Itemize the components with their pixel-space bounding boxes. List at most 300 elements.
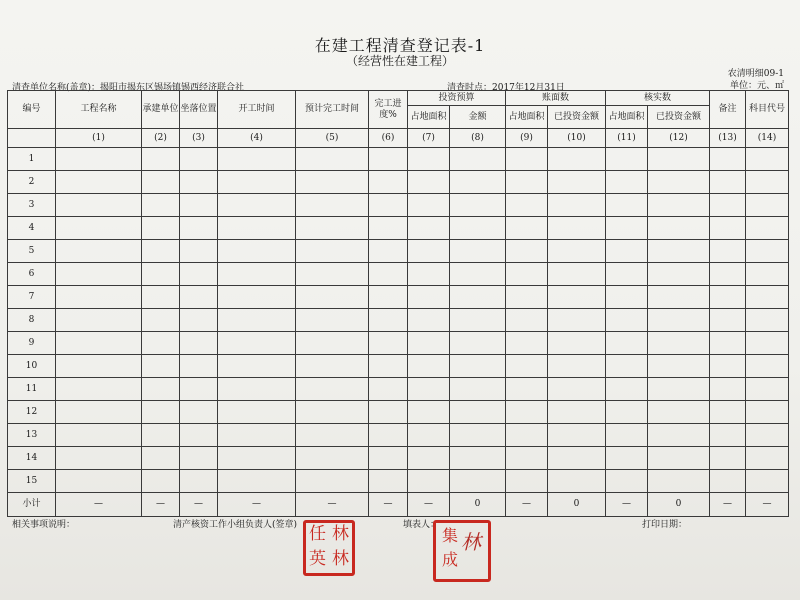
table-cell[interactable]	[296, 263, 369, 286]
table-cell[interactable]	[296, 447, 369, 470]
table-cell[interactable]	[296, 240, 369, 263]
table-cell[interactable]	[606, 217, 648, 240]
total-cell: —	[142, 493, 180, 517]
table-cell[interactable]	[606, 378, 648, 401]
table-cell[interactable]	[218, 286, 296, 309]
table-cell[interactable]	[746, 217, 789, 240]
table-cell[interactable]	[56, 332, 142, 355]
table-cell[interactable]	[648, 424, 710, 447]
table-cell[interactable]	[710, 424, 746, 447]
table-cell[interactable]	[218, 217, 296, 240]
row-number: 4	[8, 217, 56, 240]
table-cell[interactable]	[408, 470, 450, 493]
table-cell[interactable]	[296, 470, 369, 493]
seal1-char-2: 林	[332, 524, 349, 544]
table-cell[interactable]	[56, 263, 142, 286]
table-cell[interactable]	[450, 286, 506, 309]
table-cell[interactable]	[506, 401, 548, 424]
col-subject-code: 科目代号	[746, 91, 789, 129]
table-row	[8, 470, 789, 493]
table-cell[interactable]	[450, 148, 506, 171]
table-cell[interactable]	[710, 194, 746, 217]
table-cell[interactable]	[369, 171, 408, 194]
table-cell[interactable]	[450, 263, 506, 286]
table-cell[interactable]	[648, 401, 710, 424]
table-cell[interactable]	[218, 171, 296, 194]
table-cell[interactable]	[506, 332, 548, 355]
seal2-char-2: 成	[442, 550, 459, 569]
table-cell[interactable]	[746, 148, 789, 171]
table-cell[interactable]	[180, 332, 218, 355]
table-cell[interactable]	[408, 286, 450, 309]
table-cell[interactable]	[369, 401, 408, 424]
table-cell[interactable]	[710, 378, 746, 401]
table-cell[interactable]	[142, 332, 180, 355]
table-cell[interactable]	[180, 447, 218, 470]
table-cell[interactable]	[506, 447, 548, 470]
total-cell: —	[56, 493, 142, 517]
seal1-char-4: 林	[332, 549, 349, 569]
table-cell[interactable]	[450, 171, 506, 194]
table-cell[interactable]	[408, 217, 450, 240]
table-cell[interactable]	[548, 194, 606, 217]
table-cell[interactable]	[710, 171, 746, 194]
col-end: 预计完工时间	[296, 91, 369, 129]
table-cell[interactable]	[142, 286, 180, 309]
row-number: 10	[8, 355, 56, 378]
table-cell[interactable]	[56, 378, 142, 401]
table-cell[interactable]	[180, 286, 218, 309]
table-cell[interactable]	[56, 424, 142, 447]
table-row	[8, 171, 789, 194]
total-cell: —	[746, 493, 789, 517]
table-row	[8, 332, 789, 355]
col-budget-amount: 金额	[450, 106, 506, 129]
table-cell[interactable]	[710, 148, 746, 171]
table-cell[interactable]	[369, 286, 408, 309]
col-name: 工程名称	[56, 91, 142, 129]
column-index-cell: (7)	[408, 129, 450, 148]
table-cell[interactable]	[218, 447, 296, 470]
table-cell[interactable]	[180, 171, 218, 194]
column-index-row	[8, 129, 789, 148]
table-cell[interactable]	[408, 148, 450, 171]
table-cell[interactable]	[369, 378, 408, 401]
row-number: 5	[8, 240, 56, 263]
unit-label: 单位：元、㎡	[729, 81, 784, 91]
table-cell[interactable]	[648, 378, 710, 401]
table-cell[interactable]	[369, 263, 408, 286]
table-cell[interactable]	[408, 240, 450, 263]
table-cell[interactable]	[710, 263, 746, 286]
row-number: 13	[8, 424, 56, 447]
total-cell: —	[506, 493, 548, 517]
table-cell[interactable]	[218, 263, 296, 286]
column-index-cell: (3)	[180, 129, 218, 148]
row-number: 2	[8, 171, 56, 194]
table-cell[interactable]	[450, 309, 506, 332]
table-cell[interactable]	[746, 332, 789, 355]
table-cell[interactable]	[142, 263, 180, 286]
table-cell[interactable]	[648, 286, 710, 309]
table-cell[interactable]	[450, 401, 506, 424]
table-cell[interactable]	[648, 355, 710, 378]
table-row	[8, 263, 789, 286]
table-row	[8, 378, 789, 401]
col-contractor: 承建单位	[142, 91, 180, 129]
table-cell[interactable]	[710, 309, 746, 332]
table-cell[interactable]	[606, 263, 648, 286]
table-cell[interactable]	[548, 355, 606, 378]
table-cell[interactable]	[648, 148, 710, 171]
table-cell[interactable]	[142, 171, 180, 194]
col-remark: 备注	[710, 91, 746, 129]
column-index-cell: (1)	[56, 129, 142, 148]
table-cell[interactable]	[548, 263, 606, 286]
table-row	[8, 240, 789, 263]
table-cell[interactable]	[606, 309, 648, 332]
table-cell[interactable]	[218, 424, 296, 447]
print-date-label: 打印日期：	[642, 520, 688, 530]
table-cell[interactable]	[606, 470, 648, 493]
table-cell[interactable]	[746, 447, 789, 470]
table-cell[interactable]	[218, 470, 296, 493]
table-cell[interactable]	[369, 355, 408, 378]
table-cell[interactable]	[606, 332, 648, 355]
table-cell[interactable]	[408, 424, 450, 447]
col-budget-area: 占地面积	[408, 106, 450, 129]
col-location: 坐落位置	[180, 91, 218, 129]
table-cell[interactable]	[218, 401, 296, 424]
total-row	[8, 493, 789, 517]
table-cell[interactable]	[606, 286, 648, 309]
table-cell[interactable]	[548, 240, 606, 263]
table-cell[interactable]	[142, 148, 180, 171]
seal1-char-1: 任	[309, 524, 326, 544]
table-cell[interactable]	[180, 240, 218, 263]
row-number: 9	[8, 332, 56, 355]
table-cell[interactable]	[56, 447, 142, 470]
total-cell: —	[710, 493, 746, 517]
table-cell[interactable]	[648, 217, 710, 240]
form-code: 农清明细09-1	[727, 69, 784, 79]
column-index-cell: (11)	[606, 129, 648, 148]
table-cell[interactable]	[180, 470, 218, 493]
table-cell[interactable]	[506, 194, 548, 217]
table-cell[interactable]	[369, 148, 408, 171]
table-cell[interactable]	[648, 194, 710, 217]
table-row	[8, 217, 789, 240]
table-cell[interactable]	[369, 309, 408, 332]
table-cell[interactable]	[606, 171, 648, 194]
table-cell[interactable]	[710, 447, 746, 470]
column-index-cell: (13)	[710, 129, 746, 148]
filler-label: 填表人：	[403, 520, 440, 530]
table-cell[interactable]	[142, 217, 180, 240]
table-cell[interactable]	[506, 217, 548, 240]
table-cell[interactable]	[56, 194, 142, 217]
table-cell[interactable]	[506, 148, 548, 171]
table-cell[interactable]	[218, 332, 296, 355]
col-start: 开工时间	[218, 91, 296, 129]
table-cell[interactable]	[296, 309, 369, 332]
col-progress: 完工进度%	[369, 91, 408, 129]
table-cell[interactable]	[548, 378, 606, 401]
table-cell[interactable]	[506, 378, 548, 401]
table-cell[interactable]	[606, 194, 648, 217]
table-cell[interactable]	[548, 148, 606, 171]
col-no: 编号	[8, 91, 56, 129]
table-cell[interactable]	[180, 401, 218, 424]
table-cell[interactable]	[450, 332, 506, 355]
row-number: 7	[8, 286, 56, 309]
table-cell[interactable]	[142, 309, 180, 332]
table-cell[interactable]	[369, 470, 408, 493]
table-cell[interactable]	[450, 194, 506, 217]
table-cell[interactable]	[180, 424, 218, 447]
table-cell[interactable]	[56, 470, 142, 493]
table-cell[interactable]	[369, 240, 408, 263]
table-row	[8, 424, 789, 447]
table-cell[interactable]	[408, 401, 450, 424]
row-number: 15	[8, 470, 56, 493]
table-cell[interactable]	[369, 424, 408, 447]
table-cell[interactable]	[606, 148, 648, 171]
handwritten-signature: 林	[461, 530, 481, 554]
col-book-group: 账面数	[506, 91, 606, 106]
column-index-cell: (5)	[296, 129, 369, 148]
table-cell[interactable]	[142, 355, 180, 378]
table-cell[interactable]	[746, 309, 789, 332]
header-row-1	[8, 91, 789, 106]
total-cell: —	[218, 493, 296, 517]
table-cell[interactable]	[218, 378, 296, 401]
table-cell[interactable]	[606, 447, 648, 470]
table-cell[interactable]	[606, 424, 648, 447]
table-cell[interactable]	[450, 355, 506, 378]
table-cell[interactable]	[710, 217, 746, 240]
table-cell[interactable]	[296, 171, 369, 194]
table-cell[interactable]	[710, 355, 746, 378]
column-index-cell: (6)	[369, 129, 408, 148]
table-cell[interactable]	[548, 171, 606, 194]
row-number: 1	[8, 148, 56, 171]
org-label: 清查单位名称(盖章)：揭阳市揭东区锡场镇锡西经济联合社	[12, 83, 245, 93]
table-cell[interactable]	[369, 217, 408, 240]
row-number: 12	[8, 401, 56, 424]
table-cell[interactable]	[142, 240, 180, 263]
table-cell[interactable]	[142, 470, 180, 493]
table-cell[interactable]	[606, 240, 648, 263]
table-cell[interactable]	[710, 470, 746, 493]
col-book-area: 占地面积	[506, 106, 548, 129]
column-index-cell: (14)	[746, 129, 789, 148]
table-cell[interactable]	[296, 332, 369, 355]
table-cell[interactable]	[408, 355, 450, 378]
total-cell: —	[369, 493, 408, 517]
table-cell[interactable]	[56, 286, 142, 309]
table-cell[interactable]	[142, 447, 180, 470]
table-cell[interactable]	[710, 401, 746, 424]
notes-label: 相关事项说明：	[12, 520, 76, 530]
table-row	[8, 309, 789, 332]
table-cell[interactable]	[710, 240, 746, 263]
row-number: 6	[8, 263, 56, 286]
table-cell[interactable]	[218, 148, 296, 171]
table-cell[interactable]	[450, 424, 506, 447]
table-cell[interactable]	[506, 470, 548, 493]
table-row	[8, 447, 789, 470]
table-cell[interactable]	[56, 171, 142, 194]
total-cell: 0	[450, 493, 506, 517]
leader-label: 清产核资工作小组负责人(签章)	[173, 520, 298, 530]
table-cell[interactable]	[369, 194, 408, 217]
column-index-cell: (9)	[506, 129, 548, 148]
table-cell[interactable]	[648, 447, 710, 470]
table-cell[interactable]	[180, 194, 218, 217]
table-cell[interactable]	[142, 424, 180, 447]
row-number: 3	[8, 194, 56, 217]
table-cell[interactable]	[56, 401, 142, 424]
column-index-cell: (8)	[450, 129, 506, 148]
table-cell[interactable]	[218, 355, 296, 378]
table-cell[interactable]	[548, 424, 606, 447]
table-cell[interactable]	[296, 217, 369, 240]
table-cell[interactable]	[296, 286, 369, 309]
table-cell[interactable]	[548, 286, 606, 309]
table-cell[interactable]	[506, 286, 548, 309]
table-cell[interactable]	[408, 309, 450, 332]
table-cell[interactable]	[56, 217, 142, 240]
table-cell[interactable]	[746, 171, 789, 194]
total-cell: —	[606, 493, 648, 517]
table-cell[interactable]	[180, 217, 218, 240]
col-verify-invested: 已投资金额	[648, 106, 710, 129]
table-cell[interactable]	[648, 332, 710, 355]
table-cell[interactable]	[56, 309, 142, 332]
table-cell[interactable]	[450, 470, 506, 493]
total-cell: —	[296, 493, 369, 517]
table-cell[interactable]	[746, 401, 789, 424]
table-row	[8, 194, 789, 217]
table-cell[interactable]	[746, 355, 789, 378]
table-cell[interactable]	[746, 286, 789, 309]
table-cell[interactable]	[56, 240, 142, 263]
total-cell: —	[180, 493, 218, 517]
table-cell[interactable]	[548, 470, 606, 493]
table-cell[interactable]	[142, 194, 180, 217]
row-number: 11	[8, 378, 56, 401]
table-row	[8, 148, 789, 171]
table-cell[interactable]	[369, 447, 408, 470]
table-cell[interactable]	[408, 171, 450, 194]
table-cell[interactable]	[746, 263, 789, 286]
table-cell[interactable]	[548, 332, 606, 355]
table-cell[interactable]	[450, 447, 506, 470]
table-cell[interactable]	[450, 378, 506, 401]
table-cell[interactable]	[180, 355, 218, 378]
leader-seal	[303, 520, 355, 576]
table-cell[interactable]	[506, 309, 548, 332]
table-cell[interactable]	[710, 286, 746, 309]
table-cell[interactable]	[506, 171, 548, 194]
register-table	[7, 90, 789, 517]
table-cell[interactable]	[369, 332, 408, 355]
table-cell[interactable]	[746, 194, 789, 217]
form-title: 在建工程清查登记表-1	[314, 36, 486, 55]
table-cell[interactable]	[606, 401, 648, 424]
table-cell[interactable]	[296, 378, 369, 401]
table-cell[interactable]	[648, 470, 710, 493]
table-cell[interactable]	[746, 378, 789, 401]
table-cell[interactable]	[548, 217, 606, 240]
col-budget-group: 投资预算	[408, 91, 506, 106]
table-cell[interactable]	[296, 148, 369, 171]
table-cell[interactable]	[548, 401, 606, 424]
table-cell[interactable]	[296, 424, 369, 447]
table-cell[interactable]	[506, 355, 548, 378]
table-cell[interactable]	[450, 240, 506, 263]
table-cell[interactable]	[56, 355, 142, 378]
table-cell[interactable]	[648, 240, 710, 263]
table-cell[interactable]	[548, 309, 606, 332]
table-cell[interactable]	[606, 355, 648, 378]
seal2-char-1: 集	[442, 526, 459, 545]
column-index-cell: (12)	[648, 129, 710, 148]
table-cell[interactable]	[746, 470, 789, 493]
table-cell[interactable]	[548, 447, 606, 470]
table-cell[interactable]	[408, 263, 450, 286]
table-cell[interactable]	[408, 378, 450, 401]
table-cell[interactable]	[648, 309, 710, 332]
table-cell[interactable]	[408, 194, 450, 217]
row-number: 14	[8, 447, 56, 470]
table-cell[interactable]	[180, 378, 218, 401]
table-cell[interactable]	[296, 194, 369, 217]
table-cell[interactable]	[450, 217, 506, 240]
table-cell[interactable]	[56, 148, 142, 171]
table-cell[interactable]	[142, 401, 180, 424]
table-cell[interactable]	[746, 240, 789, 263]
column-index-cell: (4)	[218, 129, 296, 148]
table-row	[8, 355, 789, 378]
date-label: 清查时点：2017年12月31日	[447, 83, 565, 93]
row-number: 8	[8, 309, 56, 332]
table-cell[interactable]	[506, 424, 548, 447]
table-cell[interactable]	[296, 355, 369, 378]
table-cell[interactable]	[408, 332, 450, 355]
table-cell[interactable]	[142, 378, 180, 401]
table-cell[interactable]	[746, 424, 789, 447]
table-cell[interactable]	[180, 148, 218, 171]
table-cell[interactable]	[408, 447, 450, 470]
table-cell[interactable]	[648, 263, 710, 286]
form-subtitle: （经营性在建工程）	[345, 54, 454, 68]
table-cell[interactable]	[180, 309, 218, 332]
table-cell[interactable]	[506, 263, 548, 286]
column-index-cell: (10)	[548, 129, 606, 148]
table-cell[interactable]	[296, 401, 369, 424]
table-cell[interactable]	[648, 171, 710, 194]
col-verify-group: 核实数	[606, 91, 710, 106]
table-cell[interactable]	[218, 194, 296, 217]
table-cell[interactable]	[218, 309, 296, 332]
total-cell: —	[408, 493, 450, 517]
table-cell[interactable]	[710, 332, 746, 355]
table-cell[interactable]	[506, 240, 548, 263]
table-cell[interactable]	[180, 263, 218, 286]
table-cell[interactable]	[218, 240, 296, 263]
